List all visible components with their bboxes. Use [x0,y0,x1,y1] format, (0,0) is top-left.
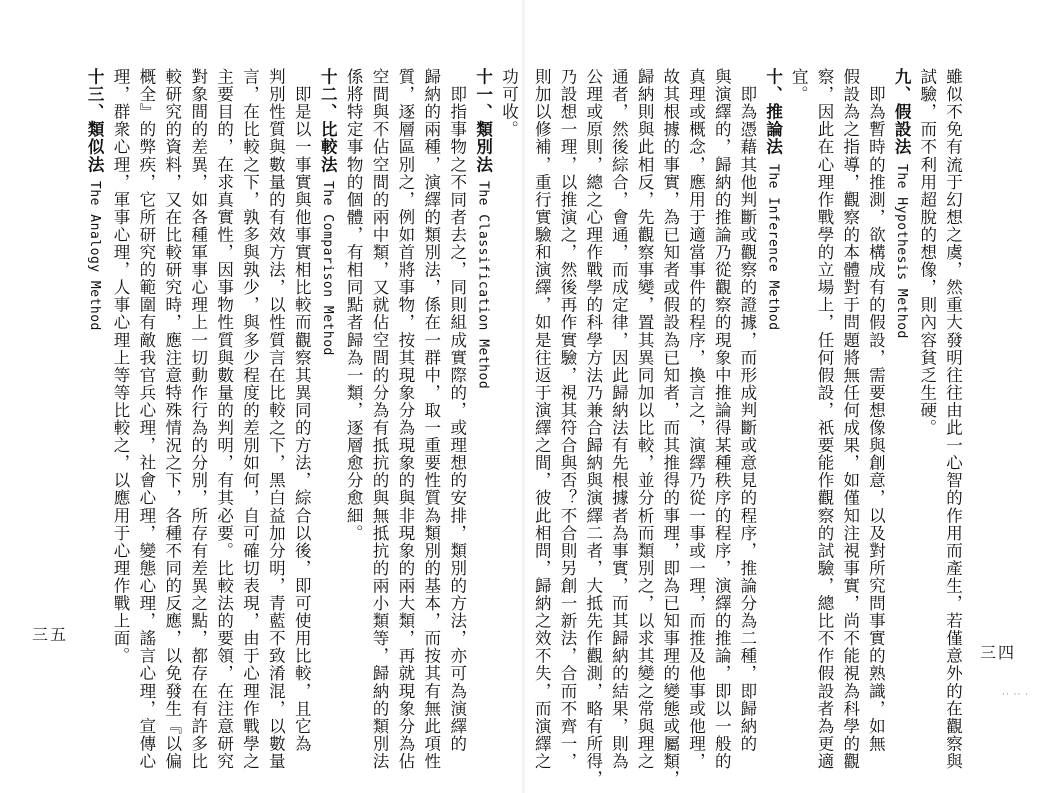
heading-english-name: The Analogy Method [87,181,103,332]
column-text: 較研究的資料，又在比較研究時，應注意特殊情況之下，各種不同的反應，以免發生『以偏 [162,68,182,770]
column-text: 功可收。 [499,68,519,139]
text-column [371,68,388,770]
text-column [189,68,206,770]
section-heading [893,68,910,339]
heading-english-name: The Classification Method [475,181,491,390]
section-heading [764,68,781,330]
page-number-right: 三四 [980,643,1017,662]
page-right [524,0,1049,793]
column-text: 雖似不免有流于幻想之虞，然重大發明往往由此一心智的作用而產生，若僅意外的在觀察與 [943,68,963,770]
column-text: 試驗，而不利用超脫的想像，則內容貧乏生硬。 [917,68,937,437]
text-column [163,68,180,770]
column-text: 歸納則與此相反，先觀察事變，置其異同加以比較，並分析而類別之，以求其變之常與理之 [635,68,655,770]
text-column [867,68,884,752]
text-column [448,68,465,752]
text-column [422,68,439,770]
text-column [215,68,232,770]
text-column [533,68,550,770]
text-column [918,68,935,437]
text-column [500,68,517,138]
column-text: 歸納的兩種，演繹的類別法，係在一群中，取一重要性質為類別的基本，而按其有無此項性 [421,68,441,770]
text-column [112,68,129,665]
text-column [738,68,755,752]
text-column [790,68,807,103]
section-heading [86,68,103,331]
heading-text: 九、假設法 [892,68,912,156]
column-text: 即為憑藉其他判斷或觀察的證據，而形成判斷或意見的程序，推論分為二種，即歸納的 [737,68,757,753]
column-text: 言，在比較之下，孰多與孰少，與多少程度的差別如何，自可確切表現，由于心理作戰學之 [240,68,260,770]
column-text: 察，因此在心理作戰學的立場上，任何假設，祇要能作觀察的試驗，總比不作假設者為更適 [815,68,834,770]
heading-text: 十、推論法 [763,68,783,156]
text-column [396,68,413,770]
page-number-left: 三五 [32,625,69,644]
column-text: 公理或原則，總之心理作戰學的科學方法乃兼合歸納與演繹二者，大抵先作觀測，略有所得， [583,68,603,788]
column-text: 宜。 [789,68,809,104]
text-column [610,68,627,770]
text-column [661,68,678,788]
column-text: 對象間的差異，如各種軍事心理上一切動作行為的分別，所存有差異之點，都存在有許多比 [188,68,208,770]
column-text: 判別性質與數量的有效方法，以性質言在比較之下，黑白益加分明，青藍不致淆混，以數量 [266,68,286,770]
text-column [816,68,833,770]
text-column [636,68,653,770]
text-column [293,68,310,752]
column-text: 主要目的，在求真實性，因事物性質與數量的判明，有其必要。比較法的要領，在注意研究 [214,68,234,770]
column-text: 即是以一事實與他事實相比較而觀察其異同的方法，綜合以後，即可使用比較，且它為 [292,68,312,753]
scan-margin-marks: ·· ·· · [1002,690,1030,700]
column-text: 真理或概念，應用于適當事件的程序，換言之，演繹乃從一事或一理，而推及他事或他理， [686,68,706,770]
column-text: 假設為之指導，觀察的本體對于問題將無任何成果，如僅知注視事實，尚不能視為科學的觀 [840,68,860,770]
text-column [267,68,284,770]
column-text: 即指事物之不同者去之，同則組成實際的，或理想的安排，類別的方法，亦可為演繹的 [447,68,467,753]
column-text: 理，群衆心理，軍事心理，人事心理上等等比較之，以應用于心理作戰上面。 [111,68,130,665]
section-heading [319,68,336,356]
heading-english-name: The Hypothesis Method [894,163,910,339]
column-text: 質，逐層區別之，例如首將事物，按其現象分為現象的與非現象的兩大類，再就現象分為佔 [395,68,415,770]
text-column [687,68,704,770]
section-heading [474,68,491,389]
text-column [584,68,601,788]
heading-english-name: The Inference Method [765,163,781,331]
column-text: 係將特定事物的個體，有相同點者歸為一類，逐層愈分愈細。 [344,68,364,542]
heading-text: 十三、類似法 [85,68,105,174]
heading-english-name: The Comparison Method [320,181,336,357]
column-text: 通者，然後綜合，會通，而成定律，因此歸納法有先根據者為事實，而其歸納的結果，則為 [609,68,629,770]
text-column [841,68,858,770]
text-column [345,68,362,542]
text-column [559,68,576,770]
column-text: 與演繹的，歸納的推論乃從觀察的現象中推論得某種秩序的程序，演繹的推論，即以一般的 [712,68,732,770]
text-column [713,68,730,770]
column-text: 概全』的弊疾，它所研究的範圍有敵我官兵心理，社會心理，變態心理，謠言心理，宣傳心 [136,68,156,770]
column-text: 故其根據的事實，為已知者或假設為已知者，而其推得的事理，即為已知事理的變態或屬類， [660,68,680,788]
page-left [0,0,524,793]
heading-text: 十一、類別法 [473,68,493,174]
text-column [944,68,961,770]
text-column [241,68,258,770]
text-column [137,68,154,770]
heading-text: 十二、比較法 [318,68,338,174]
column-text: 乃設想一理，以推演之，然後再作實驗，視其符合與否？不合則另創一新法，合而不齊一， [558,68,577,770]
column-text: 空間與不佔空間的兩中類，又就佔空間的分為有抵抗的與無抵抗的兩小類等，歸納的類別法 [370,68,389,770]
column-text: 則加以修補，重行實驗和演繹，如是往返于演繹之間，彼此相問，歸納之效不失，而演繹之 [532,68,552,770]
column-text: 即為暫時的推測，欲構成有的假設，需要想像與創意，以及對所究問事實的熟識，如無 [866,68,886,753]
